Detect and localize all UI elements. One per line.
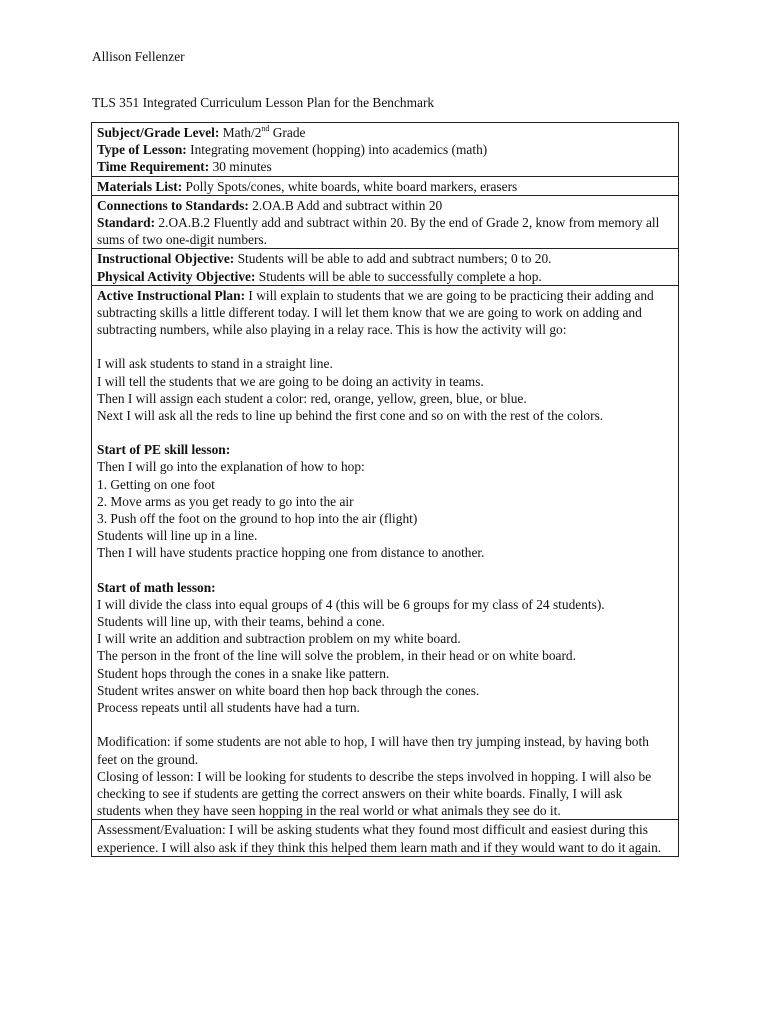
subject-row [97,124,672,141]
overview-cell [92,123,678,176]
lesson-type-value: Integrating movement (hopping) into academics (math) [190,142,488,158]
math-step-line: Student writes answer on white board then hop back through the cones. [97,682,480,698]
pe-step-line: 1. Getting on one foot [97,476,215,492]
active-plan-cell [92,285,678,819]
pe-lesson-heading: Start of PE skill lesson: [97,442,231,458]
subject-suffix: Grade [269,125,306,140]
physical-objective-label: Physical Activity Objective: [97,268,256,284]
math-lesson-heading: Start of math lesson: [97,579,216,595]
setup-line: Next I will ask all the reds to line up behind the first cone and so on with the rest of the colors. [97,408,604,424]
math-step-line: I will divide the class into equal groups of 4 (this will be 6 groups for my class of 24 students). [97,596,605,612]
setup-line: Then I will assign each student a color: red, orange, yellow, green, blue, or blue. [97,390,527,406]
pe-step-line: 2. Move arms as you get ready to go into the air [97,493,354,509]
lesson-type-label: Type of Lesson: [97,142,187,158]
active-plan-intro: I will explain to students that we are going to be practicing their adding and subtracting skills a little different today. I will let them know that we are going to work on adding and subtracting numbers, while also playing in a relay race. This is how the activity will go: [97,287,654,338]
subject-ordinal: nd [261,124,270,133]
closing-text: Closing of lesson: I will be looking for students to describe the steps involved in hopping. I will also be checking to see if students are getting the correct answers on their white boards. Finally, I will ask students when they have seen hopping in the real world or what animals they see do it. [97,768,652,819]
document-title: TLS 351 Integrated Curriculum Lesson Plan for the Benchmark [92,95,435,110]
subject-label: Subject/Grade Level: [97,125,220,140]
pe-step-line: Then I will go into the explanation of how to hop: [97,459,365,475]
materials-cell [92,176,678,195]
assessment-cell [92,819,678,855]
standards-cell [92,195,678,249]
connections-label: Connections to Standards: [97,197,249,213]
math-step-line: I will write an addition and subtraction problem on my white board. [97,631,461,647]
physical-objective-value: Students will be able to successfully complete a hop. [258,268,542,284]
math-step-line: Student hops through the cones in a snake like pattern. [97,665,390,681]
time-label: Time Requirement: [97,159,210,175]
time-row [97,158,672,175]
pe-step-line: Then I will have students practice hopping one from distance to another. [97,545,485,561]
math-step-line: The person in the front of the line will solve the problem, in their head or on white board. [97,648,576,664]
materials-value: Polly Spots/cones, white boards, white board markers, erasers [185,178,518,194]
lesson-plan-table [91,122,679,857]
math-step-line: Students will line up, with their teams, behind a cone. [97,614,385,630]
objectives-cell [92,248,678,284]
standard-label: Standard: [97,215,156,231]
time-value: 30 minutes [212,159,272,175]
pe-step-line: Students will line up in a line. [97,528,258,544]
active-plan-label: Active Instructional Plan: [97,287,246,303]
connections-value: 2.OA.B Add and subtract within 20 [252,197,443,213]
subject-value: Math/2 [222,125,262,140]
setup-line: I will ask students to stand in a straight line. [97,356,333,372]
pe-step-line: 3. Push off the foot on the ground to hop into the air (flight) [97,511,418,527]
setup-line: I will tell the students that we are going to be doing an activity in teams. [97,373,484,389]
materials-label: Materials List: [97,178,183,194]
author-name: Allison Fellenzer [92,49,185,64]
instructional-objective-value: Students will be able to add and subtract numbers; 0 to 20. [237,251,552,267]
standard-value: 2.OA.B.2 Fluently add and subtract within 20. By the end of Grade 2, know from memory all sums of two one-digit numbers. [97,215,660,248]
instructional-objective-label: Instructional Objective: [97,251,235,267]
lesson-type-row [97,141,672,158]
modification-text: Modification: if some students are not able to hop, I will have then try jumping instead, by having both feet on the ground. [97,734,649,767]
math-step-line: Process repeats until all students have had a turn. [97,700,360,716]
assessment-text: Assessment/Evaluation: I will be asking students what they found most difficult and easiest during this experience. I will also ask if they think this helped them learn math and if they would want to do it again. [97,822,662,855]
